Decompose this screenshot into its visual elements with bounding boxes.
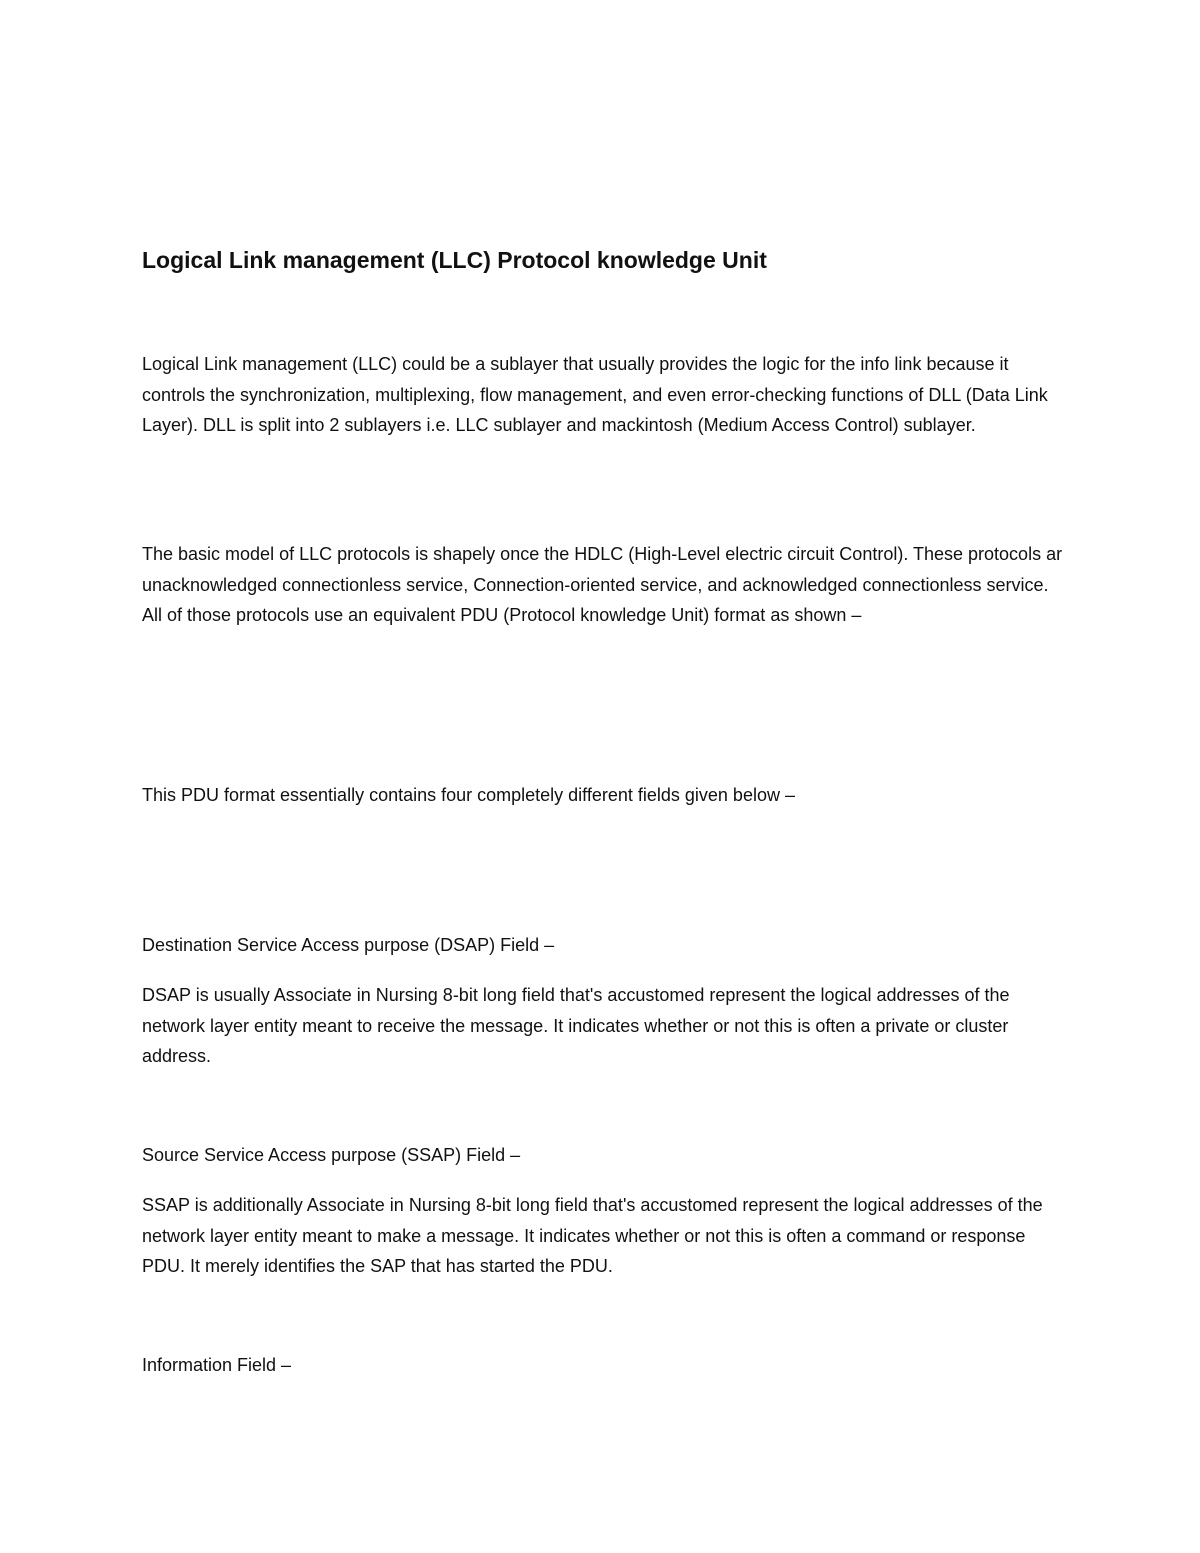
dsap-field-heading: Destination Service Access purpose (DSAP) Field –	[142, 935, 555, 955]
intro-paragraph: Logical Link management (LLC) could be a sublayer that usually provides the logic for the info link because it controls the synchronization, multiplexing, flow management, and even error-checking functions of DLL (Data Link Layer). DLL is split into 2 sublayers i.e. LLC sublayer and mackintosh (Medium Access Control) sublayer.	[142, 354, 1048, 435]
document-title: Logical Link management (LLC) Protocol knowledge Unit	[142, 247, 767, 273]
ssap-field-heading: Source Service Access purpose (SSAP) Field –	[142, 1145, 521, 1165]
basic-model-paragraph: The basic model of LLC protocols is shapely once the HDLC (High-Level electric circuit Control). These protocols ar unacknowledged connectionless service, Connection-oriented service, and acknowledged connectionless service. All of those protocols use an equivalent PDU (Protocol knowledge Unit) format as shown –	[142, 544, 1063, 625]
dsap-field-description: DSAP is usually Associate in Nursing 8-bit long field that's accustomed represent the logical addresses of the network layer entity meant to receive the message. It indicates whether or not this is often a private or cluster address.	[142, 985, 1010, 1066]
format-intro-paragraph: This PDU format essentially contains four completely different fields given below –	[142, 785, 795, 805]
ssap-field-description: SSAP is additionally Associate in Nursing 8-bit long field that's accustomed represent the logical addresses of the network layer entity meant to make a message. It indicates whether or not this is often a command or response PDU. It merely identifies the SAP that has started the PDU.	[142, 1195, 1043, 1276]
information-field-heading: Information Field –	[142, 1355, 292, 1375]
